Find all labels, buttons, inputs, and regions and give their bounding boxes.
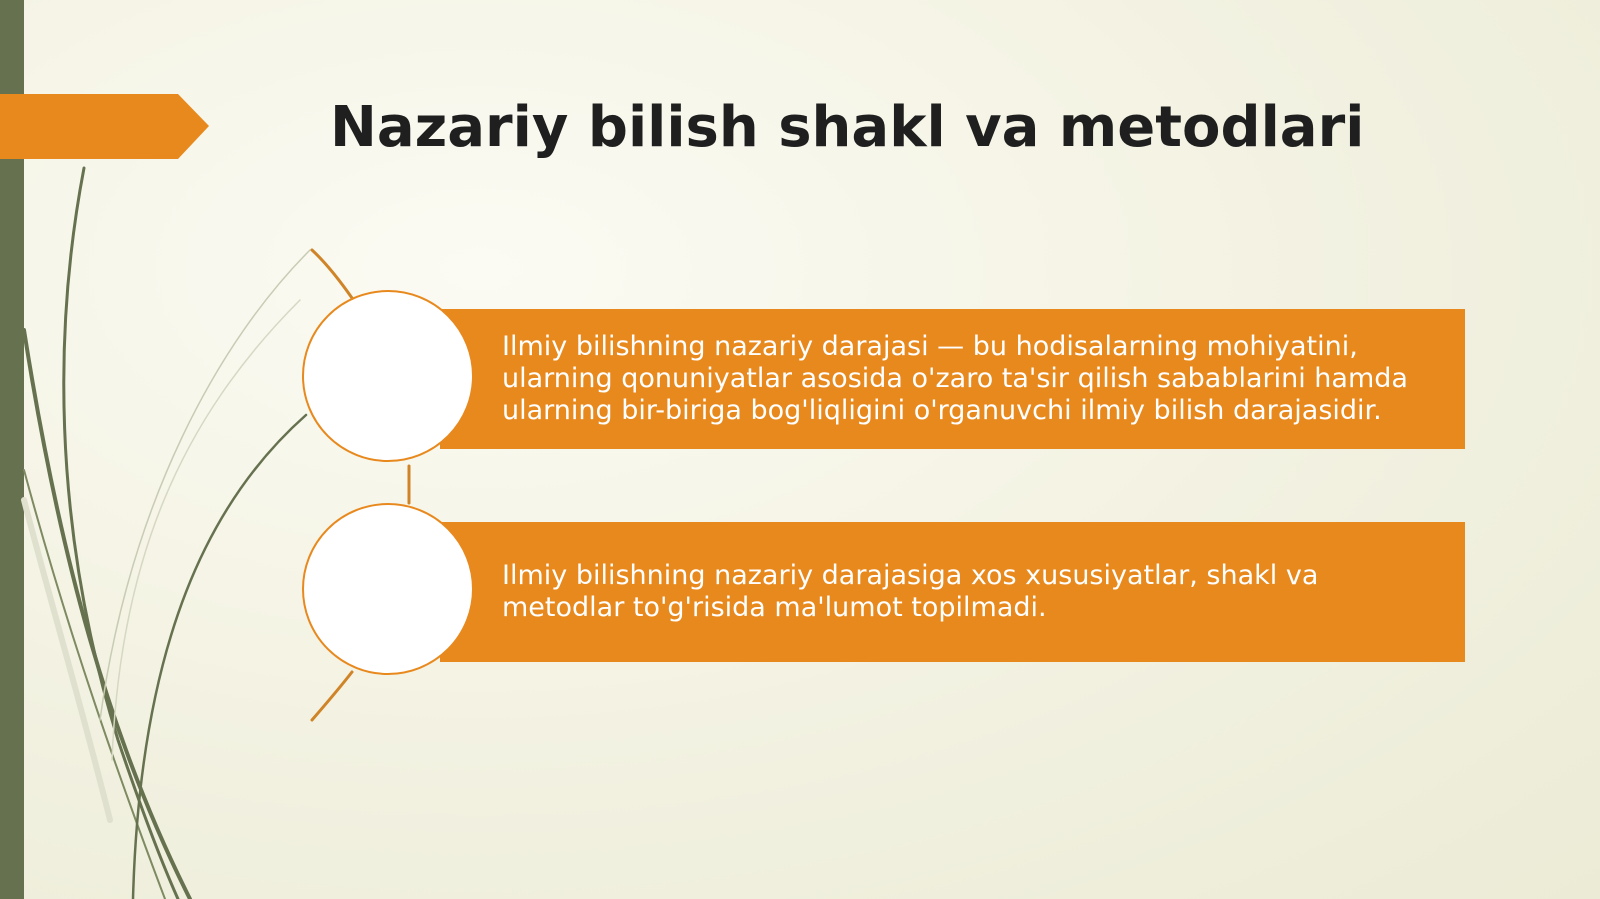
title-arrow-tab [0, 94, 209, 159]
deco-curve [64, 168, 178, 899]
slide-title: Nazariy bilish shakl va metodlari [330, 95, 1365, 160]
connector-arc-top [312, 250, 352, 298]
bullet-circle-2 [302, 503, 474, 675]
bullet-circle-1 [302, 290, 474, 462]
deco-curve [100, 250, 310, 720]
content-bar-1 [440, 309, 1465, 449]
content-text-1: Ilmiy bilishning nazariy darajasi — bu hodisalarning mohiyatini, ularning qonuniyatlar asosida o'zaro ta'sir qilish sabablarini hamda ularning bir-biriga bog'liqligini o'rganuvchi ilmiy bilish darajasidir. [502, 331, 1408, 426]
deco-curve [112, 300, 300, 760]
deco-curve [133, 415, 306, 899]
deco-curve [24, 470, 165, 899]
connector-arc-bottom [312, 672, 352, 720]
content-bar-2 [440, 522, 1465, 662]
content-text-2: Ilmiy bilishning nazariy darajasiga xos xususiyatlar, shakl va metodlar to'g'risida ma'lumot topilmadi. [502, 560, 1319, 623]
